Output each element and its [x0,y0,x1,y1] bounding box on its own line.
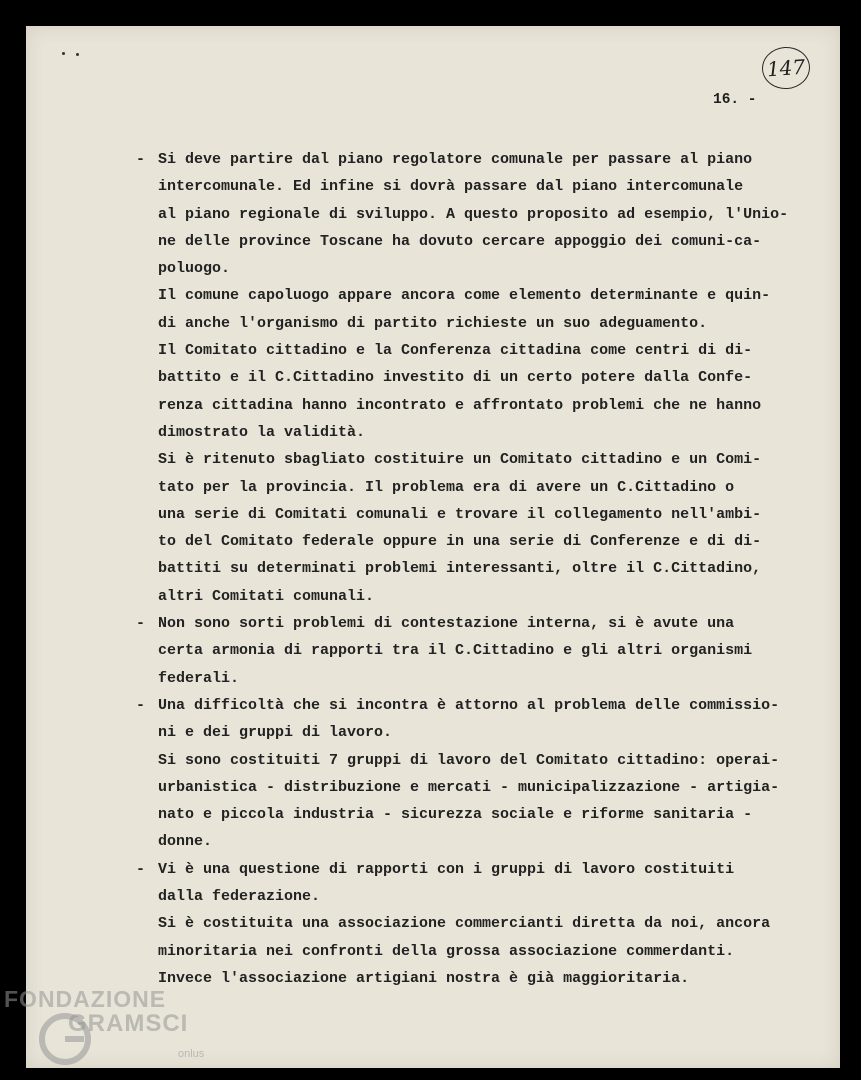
text-line [136,528,836,555]
text-line [136,856,836,883]
text-line [136,201,836,228]
text-line-content: dalla federazione. [158,888,321,906]
bullet-dash: - [136,151,146,168]
text-line-content: urbanistica - distribuzione e mercati - municipalizzazione - artigia- [158,778,780,796]
handwritten-archive-number-text: 147 [766,54,806,82]
text-line [136,228,836,255]
text-line-content: altri Comitati comunali. [158,587,375,605]
text-line-content: Si è ritenuto sbagliato costituire un Comitato cittadino e un Comi- [158,451,762,469]
text-line-content: Una difficoltà che si incontra è attorno al problema delle commissio- [158,696,780,714]
text-line [136,555,836,582]
text-line [136,419,836,446]
text-line [136,282,836,309]
text-line-content: minoritaria nei confronti della grossa associazione commerdanti. [158,942,735,960]
text-line-content: Il Comitato cittadino e la Conferenza cittadina come centri di di- [158,342,753,360]
text-line [136,801,836,828]
text-line [136,446,836,473]
text-line-content: certa armonia di rapporti tra il C.Cittadino e gli altri organismi [158,642,753,660]
text-line-content: nato e piccola industria - sicurezza sociale e riforme sanitaria - [158,806,753,824]
page-number: 16. - [713,92,757,108]
text-line [136,501,836,528]
text-line [136,692,836,719]
text-line-content: Si deve partire dal piano regolatore comunale per passare al piano [158,151,753,168]
text-line-content: Si è costituita una associazione commercianti diretta da noi, ancora [158,915,771,933]
text-line-content: renza cittadina hanno incontrato e affrontato problemi che ne hanno [158,396,762,414]
text-line-content: battiti su determinati problemi interessanti, oltre il C.Cittadino, [158,560,762,578]
watermark-line1: FONDAZIONE [4,986,167,1012]
watermark-line2: GRAMSCI [68,1010,189,1037]
typed-body-text [136,146,836,992]
text-line [136,965,836,992]
text-line [136,310,836,337]
text-line-content: battito e il C.Cittadino investito di un certo potere dalla Confe- [158,369,753,387]
text-line-content: federali. [158,669,240,687]
text-line [136,173,836,200]
text-line [136,610,836,637]
text-line-content: Invece l'associazione artigiani nostra è già maggioritaria. [158,969,690,987]
text-line [136,828,836,855]
text-line [136,392,836,419]
text-line [136,747,836,774]
text-line [136,146,836,173]
text-line [136,255,836,282]
text-line-content: Non sono sorti problemi di contestazione interna, si è avute una [158,615,735,633]
paper-speck [76,53,79,56]
text-line-content: Si sono costituiti 7 gruppi di lavoro del Comitato cittadino: operai- [158,751,780,769]
text-line-content: Il comune capoluogo appare ancora come elemento determinante e quin- [158,287,771,305]
text-line-content: Vi è una questione di rapporti con i gruppi di lavoro costituiti [158,860,735,878]
text-line [136,474,836,501]
text-line [136,364,836,391]
text-line [136,637,836,664]
text-line [136,337,836,364]
paper-speck [62,52,65,55]
bullet-dash: - [136,860,146,878]
text-line-content: to del Comitato federale oppure in una serie di Conferenze e di di- [158,533,762,551]
text-line [136,938,836,965]
text-line-content: donne. [158,833,213,851]
text-line-content: una serie di Comitati comunali e trovare il collegamento nell'ambi- [158,505,762,523]
text-line-content: ni e dei gruppi di lavoro. [158,724,393,742]
text-line [136,665,836,692]
text-line [136,910,836,937]
text-line [136,719,836,746]
text-line [136,774,836,801]
text-line-content: poluogo. [158,260,231,278]
watermark-small: onlus [178,1048,205,1060]
text-line [136,583,836,610]
text-line-content: intercomunale. Ed infine si dovrà passare dal piano intercomunale [158,178,744,196]
text-line-content: di anche l'organismo di partito richieste un suo adeguamento. [158,314,708,332]
text-line-content: ne delle province Toscane ha dovuto cercare appoggio dei comuni-ca- [158,232,762,250]
bullet-dash: - [136,696,146,714]
text-line-content: al piano regionale di sviluppo. A questo proposito ad esempio, l'Unio- [158,205,789,223]
text-line-content: tato per la provincia. Il problema era di avere un C.Cittadino o [158,478,735,496]
text-line-content: dimostrato la validità. [158,423,366,441]
bullet-dash: - [136,615,146,633]
text-line [136,883,836,910]
